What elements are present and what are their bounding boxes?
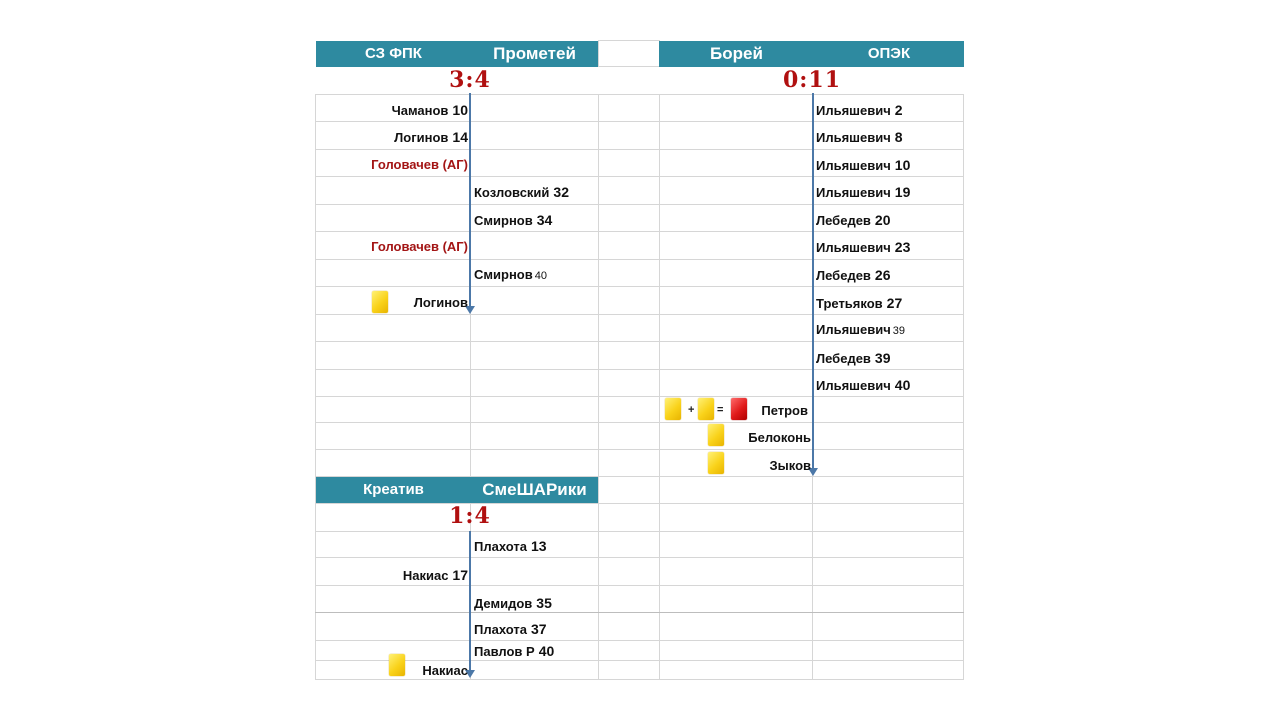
goal-event: Козловский 32	[474, 184, 569, 200]
grid-line	[315, 94, 964, 95]
grid-line	[315, 149, 964, 150]
grid-line	[315, 121, 964, 122]
goal-event: Плахота 37	[474, 621, 547, 637]
grid-line	[659, 94, 660, 679]
yellow-card-icon	[389, 654, 405, 676]
yellow-card-icon	[698, 398, 714, 420]
team-away-name: СмеШАРики	[482, 480, 587, 499]
match-score: 3:4	[449, 67, 491, 93]
goal-event: Ильяшевич 23	[816, 239, 911, 255]
grid-line	[315, 640, 964, 641]
red-card-icon	[731, 398, 747, 420]
grid-line	[315, 531, 964, 532]
yellow-card-icon	[665, 398, 681, 420]
grid-line	[598, 66, 659, 67]
goal-event: Чаманов 10	[391, 102, 468, 118]
goal-event: Логинов 14	[394, 129, 468, 145]
goal-event: Третьяков 27	[816, 295, 903, 311]
match-score: 0:11	[782, 67, 842, 93]
timeline-arrow	[812, 93, 814, 469]
goal-event: Смирнов 34	[474, 212, 553, 228]
grid-line	[315, 286, 964, 287]
timeline-arrow	[469, 93, 471, 307]
card-event: Белоконь	[748, 430, 811, 445]
goal-event: Смирнов 40	[474, 267, 547, 282]
match-header-sz-fpk-prometey	[316, 41, 598, 67]
goal-event: Демидов 35	[474, 595, 552, 611]
grid-line	[315, 231, 964, 232]
timeline-arrow	[469, 531, 471, 671]
yellow-card-icon	[372, 291, 388, 313]
match-score: 1:4	[449, 503, 491, 529]
equals-sign: =	[717, 404, 724, 416]
team-home-name: Борей	[710, 44, 763, 63]
grid-line	[315, 679, 964, 680]
goal-event: Накиас 17	[402, 567, 468, 583]
grid-line	[315, 449, 964, 450]
goal-event: Ильяшевич 19	[816, 184, 911, 200]
goal-event: Лебедев 39	[816, 350, 891, 366]
goal-event: Плахота 13	[474, 538, 547, 554]
goal-event: Ильяшевич 2	[816, 102, 903, 118]
grid-line	[315, 204, 964, 205]
grid-line	[315, 314, 964, 315]
own-goal-event: Головачев (АГ)	[371, 239, 468, 254]
grid-line	[315, 612, 964, 613]
grid-line	[598, 40, 659, 41]
goal-event: Павлов Р 40	[474, 643, 555, 659]
team-home-name: СЗ ФПК	[365, 45, 422, 62]
grid-line	[315, 396, 964, 397]
grid-line	[598, 94, 599, 679]
grid-line	[315, 557, 964, 558]
team-away-name: Прометей	[493, 44, 576, 63]
goal-event: Ильяшевич 10	[816, 157, 911, 173]
plus-sign: +	[688, 404, 695, 416]
goal-event: Ильяшевич 40	[816, 377, 911, 393]
own-goal-event: Головачев (АГ)	[371, 157, 468, 172]
grid-line	[315, 422, 964, 423]
match-header-borey-opek	[659, 41, 964, 67]
match-header-kreativ-smeshariki	[316, 477, 598, 503]
goal-event: Лебедев 26	[816, 267, 891, 283]
goal-event: Ильяшевич 8	[816, 129, 903, 145]
grid-line	[315, 259, 964, 260]
grid-line	[963, 94, 964, 679]
card-event: Логинов	[413, 295, 468, 310]
grid-line	[315, 94, 316, 679]
card-event: Накиас	[422, 663, 468, 678]
grid-line	[315, 176, 964, 177]
goal-event: Ильяшевич 39	[816, 322, 906, 337]
card-event: Зыков	[769, 458, 811, 473]
card-event: Петров	[761, 403, 808, 418]
grid-line	[315, 660, 964, 661]
grid-line	[315, 341, 964, 342]
yellow-card-icon	[708, 452, 724, 474]
grid-line	[315, 585, 964, 586]
team-home-name: Креатив	[363, 481, 424, 498]
team-away-name: ОПЭК	[867, 45, 911, 62]
grid-line	[598, 40, 599, 67]
goal-event: Лебедев 20	[816, 212, 891, 228]
yellow-card-icon	[708, 424, 724, 446]
grid-line	[315, 369, 964, 370]
